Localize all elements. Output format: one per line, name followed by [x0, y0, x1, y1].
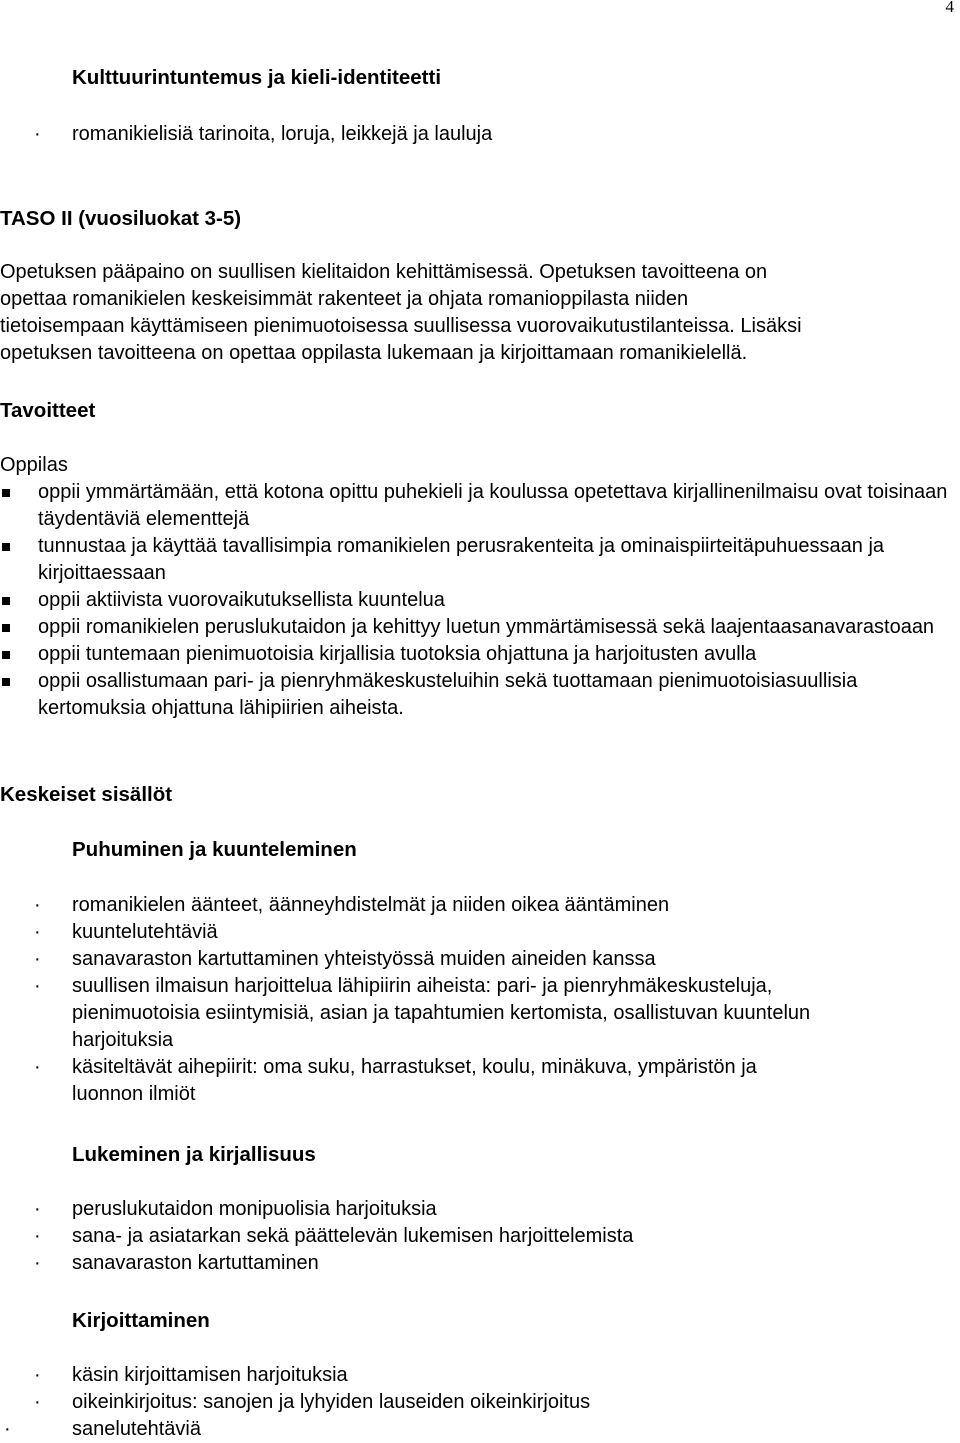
list-item	[38, 479, 960, 533]
list-item	[34, 1362, 590, 1389]
list-item: · romanikielisiä tarinoita, loruja, leikkejä ja lauluja	[72, 121, 492, 148]
list-item-text: pienimuotoisia esiintymisiä, asian ja tapahtumien kertomista, osallistuvan kuuntelun	[72, 1002, 811, 1024]
list-item-text: suullisia kertomuksia ohjattuna lähipiirien aiheista.	[38, 670, 858, 719]
heading-culture: Kulttuurintuntemus ja kieli-identiteetti	[72, 66, 442, 89]
list-item	[38, 533, 960, 587]
list-item-text: sana- ja asiatarkan sekä päättelevän lukemisen harjoittelemista	[72, 1225, 634, 1247]
list-item-text: tunnustaa ja käyttää tavallisimpia romanikielen perusrakenteita ja ominaispiirteitä	[38, 535, 754, 557]
list-item-text: oikeinkirjoitus: sanojen ja lyhyiden lauseiden oikeinkirjoitus	[72, 1391, 591, 1413]
list-item-text: oppii ymmärtämään, että kotona opittu puhekieli ja koulussa opetettava kirjallinen	[38, 481, 757, 503]
list-item	[34, 892, 810, 919]
list-item-text: sanelutehtäviä	[72, 1418, 201, 1440]
list-item	[34, 1054, 810, 1108]
bullet-dot: ·	[34, 1225, 41, 1247]
bullet-dot: ·	[34, 1252, 41, 1274]
intro-line: Opetuksen pääpaino on suullisen kielitaidon kehittämisessä. Opetuksen tavoitteena on	[0, 261, 768, 283]
bullet-dot: ·	[34, 948, 41, 970]
bullet-dot: ·	[34, 1056, 41, 1078]
bullet-dot: ·	[34, 975, 41, 997]
list-item-text: puhuessaan ja kirjoittaessaan	[38, 535, 885, 584]
bullet-dot: ·	[34, 921, 41, 943]
reading-list	[34, 1196, 634, 1277]
list-item-text: peruslukutaidon monipuolisia harjoituksia	[72, 1198, 437, 1220]
list-item-text: harjoituksia	[72, 1029, 174, 1051]
bullet-dot: ·	[34, 1391, 41, 1413]
list-item	[4, 1416, 590, 1443]
list-item	[34, 973, 811, 1054]
intro-line: opettaa romanikielen keskeisimmät rakenteet ja ohjata romanioppilasta niiden	[0, 288, 689, 310]
list-item-text: ilmaisu ovat toisinaan täydentäviä elementtejä	[38, 481, 948, 530]
bullet-dot: ·	[34, 1364, 41, 1386]
intro-line: tietoisempaan käyttämiseen pienimuotoisessa suullisessa vuorovaikutustilanteissa. Lisäksi	[0, 315, 802, 337]
heading-contents: Keskeiset sisällöt	[0, 783, 173, 806]
list-item	[34, 919, 810, 946]
list-item-text: oppii romanikielen peruslukutaidon ja kehittyy luetun ymmärtämisessä sekä laajentaa	[38, 616, 792, 638]
bullet-dot: ·	[34, 1198, 41, 1220]
list-item-text: kuuntelutehtäviä	[72, 921, 218, 943]
heading-reading: Lukeminen ja kirjallisuus	[72, 1143, 316, 1166]
bullet-square	[2, 624, 10, 632]
list-item-text: sanavarastoaan	[791, 616, 935, 638]
writing-list	[4, 1362, 591, 1443]
heading-speaking: Puhuminen ja kuunteleminen	[72, 838, 357, 861]
heading-level: TASO II (vuosiluokat 3-5)	[0, 207, 242, 230]
list-item	[34, 1196, 633, 1223]
goals-subject: Oppilas	[0, 454, 68, 476]
heading-goals: Tavoitteet	[0, 399, 96, 422]
list-item-text: luonnon ilmiöt	[72, 1083, 196, 1105]
bullet-square	[2, 489, 10, 497]
list-item	[34, 946, 810, 973]
page-number: 4	[945, 0, 954, 16]
list-item	[38, 641, 960, 668]
intro-line: opetuksen tavoitteena on opettaa oppilasta lukemaan ja kirjoittamaan romanikielellä.	[0, 342, 748, 364]
list-item-text: sanavaraston kartuttaminen	[72, 1252, 319, 1274]
list-item	[38, 614, 960, 641]
bullet-square	[2, 678, 10, 686]
list-item-text: käsiteltävät aihepiirit: oma suku, harrastukset, koulu, minäkuva, ympäristön ja	[72, 1056, 757, 1078]
list-item	[34, 1250, 633, 1277]
goals-list	[38, 479, 960, 722]
list-item	[38, 587, 960, 614]
culture-list	[34, 121, 493, 148]
list-item-text: suullisen ilmaisun harjoittelua lähipiirin aiheista: pari- ja pienryhmäkeskusteluja,	[72, 975, 773, 997]
bullet-square	[2, 543, 10, 551]
list-item	[34, 1389, 591, 1416]
bullet-square	[2, 651, 10, 659]
bullet-dot: ·	[34, 894, 41, 916]
speaking-list	[34, 892, 811, 1108]
heading-writing: Kirjoittaminen	[72, 1309, 210, 1332]
list-item-text: romanikielen äänteet, äänneyhdistelmät ja niiden oikea ääntäminen	[72, 894, 670, 916]
list-item-text: käsin kirjoittamisen harjoituksia	[72, 1364, 348, 1386]
list-item-text: sanavaraston kartuttaminen yhteistyössä muiden aineiden kanssa	[72, 948, 656, 970]
list-item	[34, 1223, 634, 1250]
list-item	[38, 668, 960, 722]
bullet-dot: ·	[4, 1418, 11, 1440]
list-item-text: oppii osallistumaan pari- ja pienryhmäkeskusteluihin sekä tuottamaan pienimuotoisia	[38, 670, 787, 692]
list-item-text: oppii aktiivista vuorovaikutuksellista kuuntelua	[38, 589, 445, 611]
bullet-square	[2, 597, 10, 605]
list-item-text: oppii tuntemaan pienimuotoisia kirjallisia tuotoksia ohjattuna ja harjoitusten avulla	[38, 643, 757, 665]
bullet-dot: ·	[34, 123, 41, 145]
